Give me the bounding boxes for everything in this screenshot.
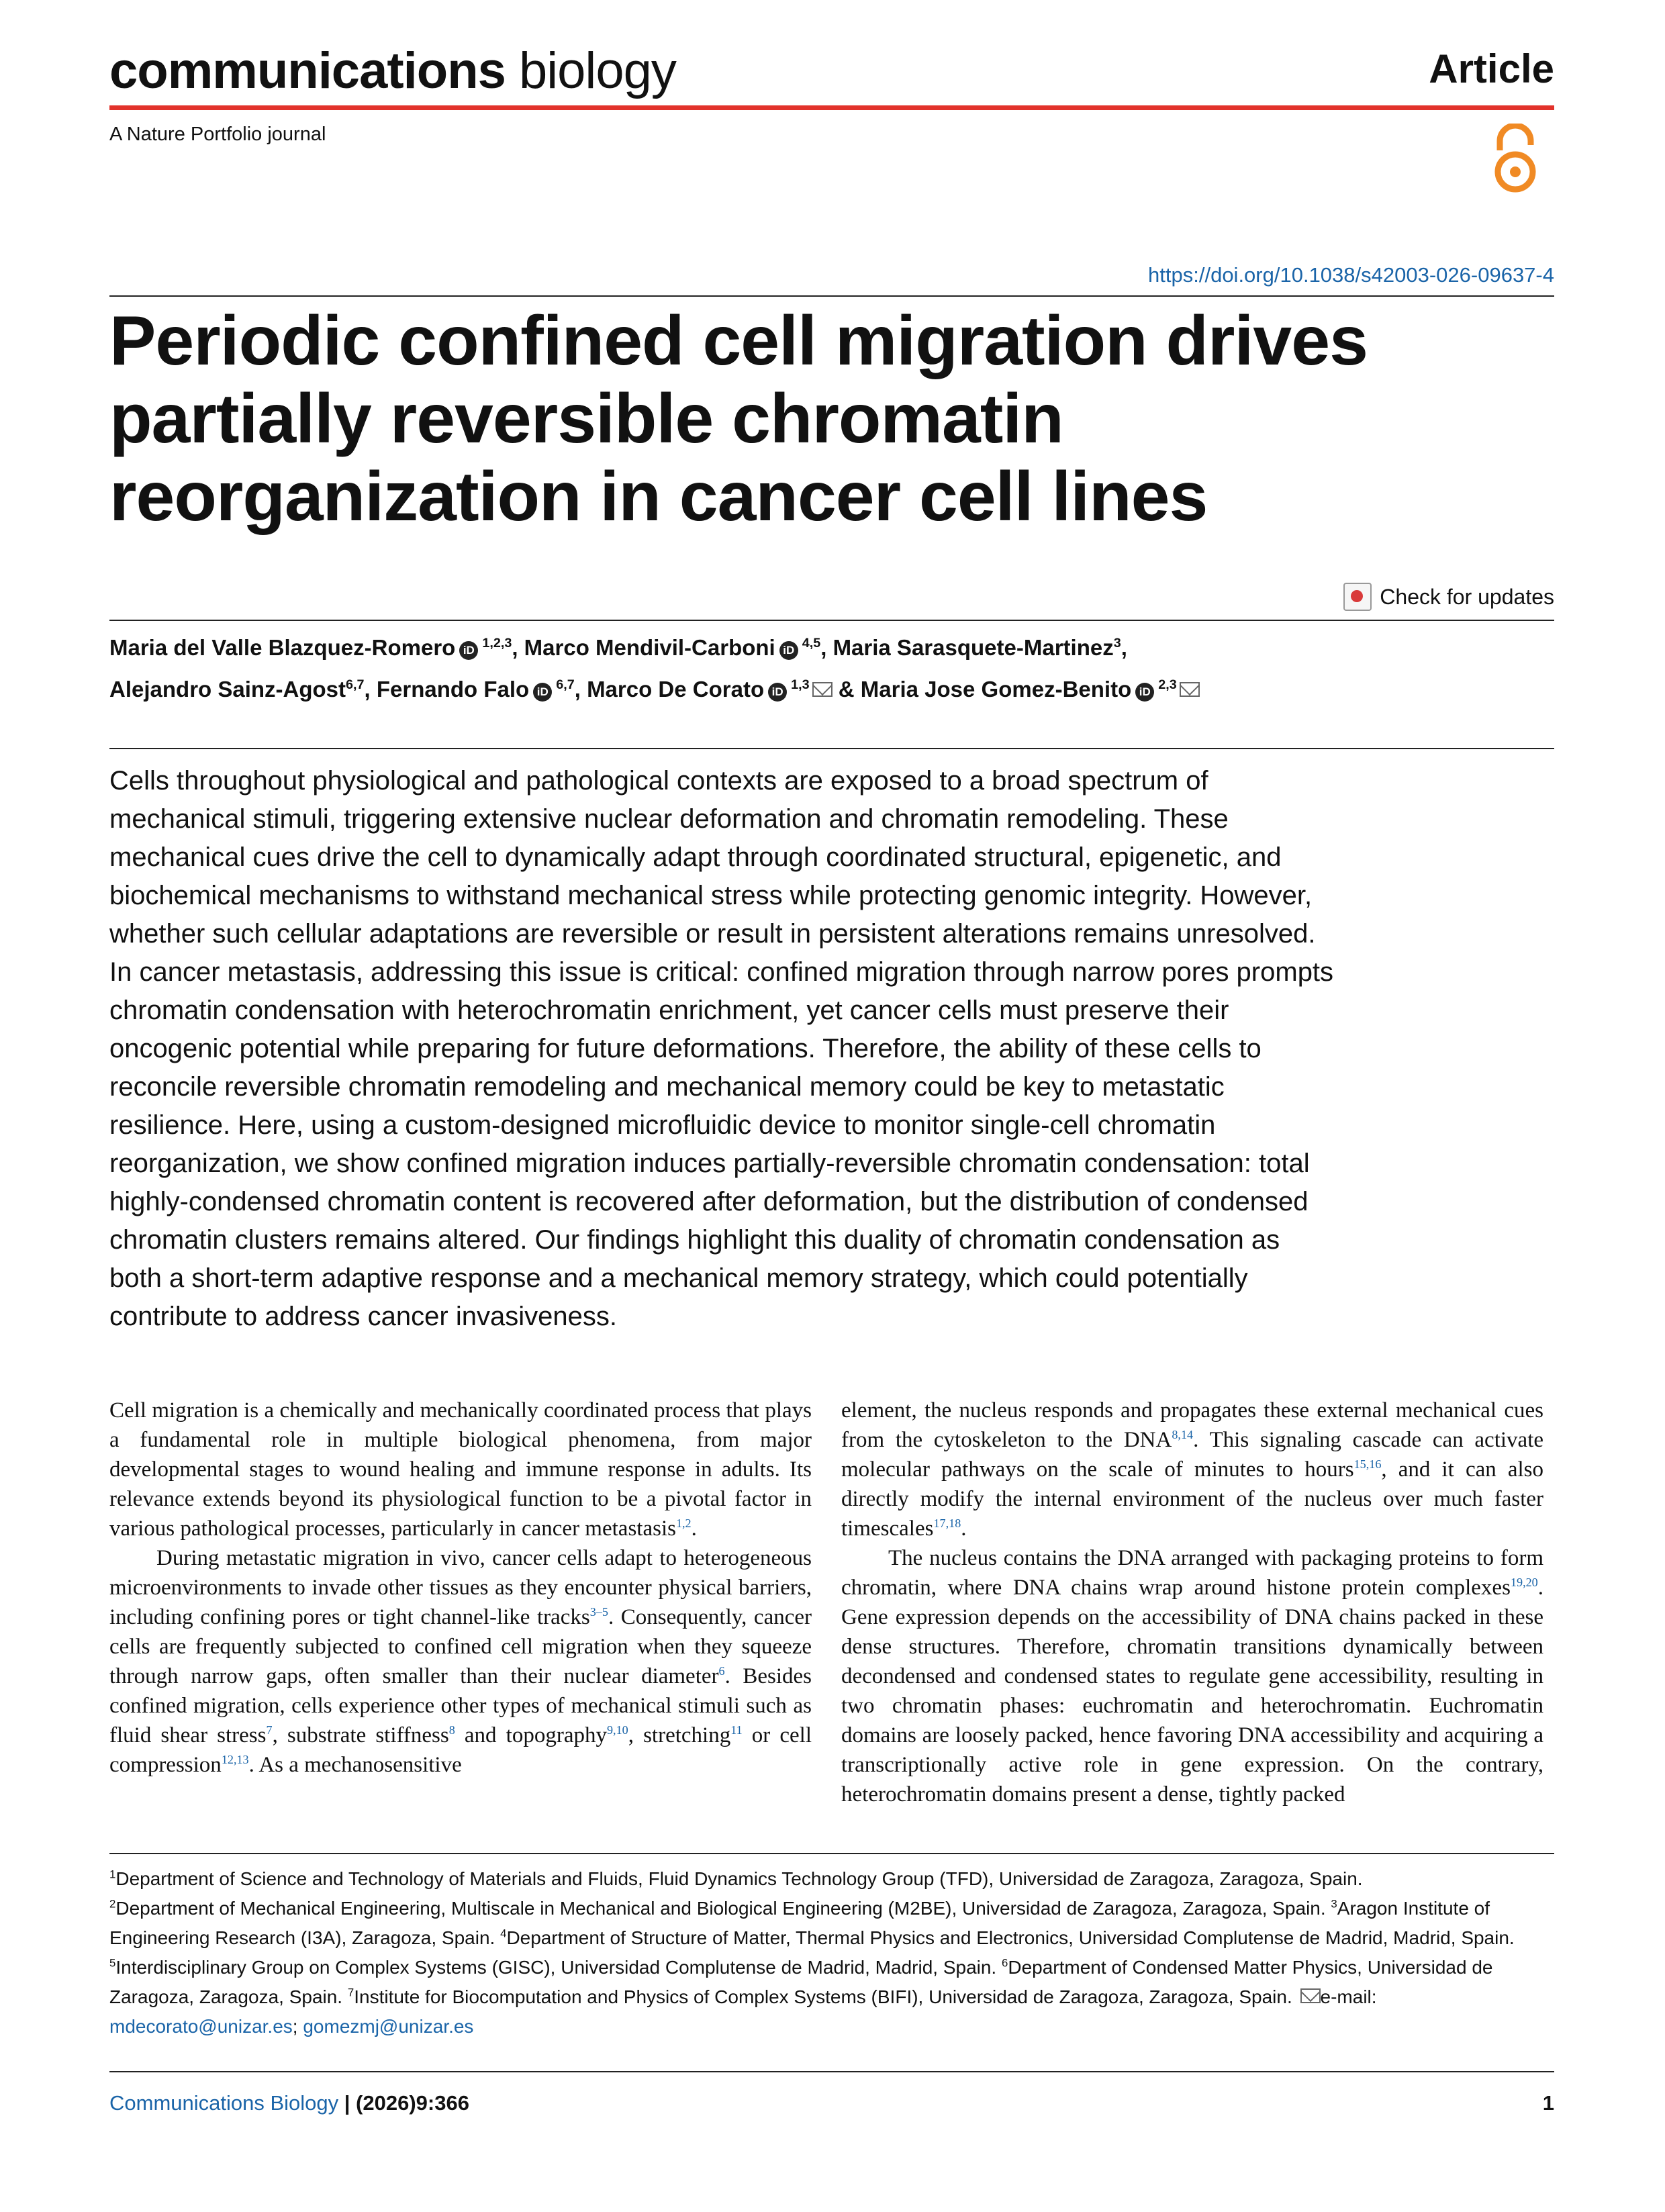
author-affiliation-sup: 6,7 [346,677,365,692]
body-text: . This signaling cascade can activate molecular pathways on the scale of minutes to hours [841,1428,1544,1482]
affiliation-text: Interdisciplinary Group on Complex Systems (GISC), Universidad Complutense de Madrid, Madrid, Spain. [115,1957,1002,1978]
citation-link[interactable]: 19,20 [1510,1576,1538,1589]
brand-bold: communications [109,42,506,99]
author-affiliation-sup: 6,7 [556,677,575,692]
author-name: Maria del Valle Blazquez-Romero [109,635,456,660]
affiliation-text: Aragon Institute of Engineering Research (I3A), Zaragoza, Spain. [109,1898,1490,1948]
header-rule [109,105,1554,110]
footer-rule [109,2071,1554,2072]
check-for-updates-label: Check for updates [1380,584,1554,609]
author-separator: , [574,677,587,702]
affiliation-number: 5 [109,1956,116,1970]
journal-tagline: A Nature Portfolio journal [109,124,326,145]
author-name: Maria Jose Gomez-Benito [860,677,1132,702]
author-affiliation-sup: 4,5 [802,636,821,651]
check-for-updates-icon [1343,583,1372,611]
orcid-icon[interactable]: iD [459,641,478,660]
citation-link[interactable]: 9,10 [606,1723,628,1737]
author-affiliation-sup: 3 [1113,636,1121,651]
affiliation-text: Institute for Biocomputation and Physics of Complex Systems (BIFI), Universidad de Zaragoza, Zaragoza, Spain. [354,1986,1298,2007]
affiliation-number: 7 [347,1986,354,1999]
brand-light: biology [519,42,676,99]
article-type: Article [1429,46,1554,91]
affiliation-text: Department of Science and Technology of Materials and Fluids, Fluid Dynamics Technology Group (TFD), Universidad de Zaragoza, Zaragoza, Spain. [115,1868,1363,1889]
body-text: , stretching [628,1723,731,1747]
email-link[interactable]: gomezmj@unizar.es [303,2016,474,2037]
affiliation-number: 2 [109,1897,116,1911]
authors-top-rule [109,620,1554,621]
doi-rule [109,295,1554,297]
body-text: . Consequently, cancer cells are frequently subjected to confined cell migration when they squeeze through narrow gaps, often smaller than their nuclear diameter [109,1605,812,1688]
email-icon[interactable] [1300,1988,1321,2003]
citation-link[interactable]: 6 [718,1664,725,1678]
author-name: Maria Sarasquete-Martinez [832,635,1114,660]
body-text: . Besides confined migration, cells experience other types of mechanical stimuli such as fluid shear stress [109,1664,812,1747]
author-affiliation-sup: 1,2,3 [482,636,512,651]
body-text: element, the nucleus responds and propagates these external mechanical cues from the cytoskeleton to the DNA [841,1398,1543,1452]
paragraph [109,1396,812,1543]
orcid-icon[interactable]: iD [533,683,552,702]
affiliation-number: 3 [1331,1897,1337,1911]
email-icon[interactable] [812,682,832,697]
body-text: . As a mechanosensitive [248,1753,462,1777]
author-name: Alejandro Sainz-Agost [109,677,346,702]
body-text: Cell migration is a chemically and mechanically coordinated process that plays a fundamental role in multiple biological phenomena, from major developmental stages to wound healing and immune response in adults. Its relevance extends beyond its physiological function to be a pivotal factor in various pathological processes, particularly in cancer metastasis [109,1398,812,1541]
body-text: and topography [455,1723,607,1747]
paragraph [109,1543,812,1780]
check-for-updates-button[interactable] [1343,583,1554,611]
citation-link[interactable]: 8 [448,1723,455,1737]
orcid-icon[interactable]: iD [768,683,787,702]
author-name: Marco Mendivil-Carboni [524,635,775,660]
author-list [109,627,1553,710]
affiliations [109,1864,1553,2041]
orcid-icon[interactable]: iD [779,641,798,660]
body-text: . [691,1517,697,1541]
citation-link[interactable]: 15,16 [1353,1457,1382,1471]
body-text: During metastatic migration in vivo, cancer cells adapt to heterogeneous microenvironments to invade other tissues as they encounter physical barriers, including confining pores or tight channel-like tracks [109,1546,812,1629]
email-separator: ; [292,2016,303,2037]
footer-citation [109,2091,469,2115]
body-text: or cell compression [109,1723,812,1777]
paragraph [841,1396,1543,1543]
open-access-icon[interactable] [1492,124,1539,193]
citation-link[interactable]: 1,2 [675,1517,692,1530]
abstract: Cells throughout physiological and pathological contexts are exposed to a broad spectrum of mechanical stimuli, triggering extensive nuclear deformation and chromatin remodeling. These mechanical cues drive the cell to dynamically adapt through coordinated structural, epigenetic, and biochemical mechanisms to withstand mechanical stress while protecting genomic integrity. However, whether such cellular adaptations are reversible or result in persistent alterations remains unresolved. In cancer metastasis, addressing this issue is critical: confined migration through narrow pores prompts chromatin condensation with heterochromatin enrichment, yet cancer cells must preserve their oncogenic potential while preparing for future deformations. Therefore, the ability of these cells to reconcile reversible chromatin remodeling and mechanical memory could be key to metastatic resilience. Here, using a custom-designed microfluidic device to monitor single-cell chromatin reorganization, we show confined migration induces partially-reversible chromatin condensation: total highly-condensed chromatin content is recovered after deformation, but the distribution of condensed chromatin clusters remains altered. Our findings highlight this duality of chromatin condensation as both a short-term adaptive response and a mechanical memory strategy, which could potentially contribute to address cancer invasiveness. [109,766,1334,1331]
body-text: , substrate stiffness [272,1723,449,1747]
body-column-left [109,1396,812,1780]
affiliation-number: 1 [109,1868,116,1881]
author-separator: , [364,677,377,702]
citation-link[interactable]: 11 [730,1723,743,1737]
email-label: e-mail: [1320,1986,1377,2007]
page-number: 1 [1542,2091,1554,2115]
journal-brand [109,42,676,100]
citation-link[interactable]: 7 [266,1723,273,1737]
author-separator: & [832,677,861,702]
paragraph [841,1543,1543,1809]
author-name: Marco De Corato [587,677,765,702]
author-separator: , [512,635,524,660]
doi-link[interactable]: https://doi.org/10.1038/s42003-026-09637-4 [1148,263,1554,287]
author-affiliation-sup: 1,3 [791,677,810,692]
citation-link[interactable]: 17,18 [933,1517,961,1530]
affiliation-text: Department of Condensed Matter Physics, Universidad de Zaragoza, Zaragoza, Spain. [109,1957,1493,2007]
footer-journal-link[interactable]: Communications Biology [109,2091,339,2115]
author-separator: , [820,635,833,660]
author-separator: , [1121,635,1127,660]
affiliation-text: Department of Mechanical Engineering, Multiscale in Mechanical and Biological Engineering (M2BE), Universidad de Zaragoza, Zaragoza, Spain. [115,1898,1331,1919]
citation-link[interactable]: 3–5 [589,1605,608,1619]
footer-citation-text: | (2026)9:366 [338,2091,469,2115]
body-text: , and it can also directly modify the internal environment of the nucleus over much faster timescales [841,1457,1543,1541]
affiliations-rule [109,1853,1554,1854]
email-icon[interactable] [1180,682,1200,697]
body-column-right [841,1396,1543,1809]
body-text: . [961,1517,967,1541]
affiliation-number: 6 [1002,1956,1008,1970]
author-affiliation-sup: 2,3 [1158,677,1177,692]
citation-link[interactable]: 8,14 [1172,1428,1194,1441]
email-link[interactable]: mdecorato@unizar.es [109,2016,293,2037]
abstract-top-rule [109,748,1554,749]
article-title: Periodic confined cell migration drives partially reversible chromatin reorganization in cancer cell lines [109,302,1368,536]
citation-link[interactable]: 12,13 [221,1753,249,1766]
affiliation-text: Department of Structure of Matter, Thermal Physics and Electronics, Universidad Complutense de Madrid, Madrid, Spain. [506,1927,1515,1948]
author-name: Fernando Falo [376,677,530,702]
body-text: . Gene expression depends on the accessibility of DNA chains packed in these dense structures. Therefore, chromatin transitions dynamically between decondensed and condensed states to regulate gene accessibility, resulting in two chromatin phases: euchromatin and heterochromatin. Euchromatin domains are loosely packed, hence favoring DNA accessibility and acquiring a transcriptionally active role in gene expression. On the contrary, heterochromatin domains present a dense, tightly packed [841,1576,1543,1807]
body-text: The nucleus contains the DNA arranged with packaging proteins to form chromatin, where DNA chains wrap around histone protein complexes [841,1546,1543,1600]
orcid-icon[interactable]: iD [1135,683,1154,702]
affiliation-number: 4 [500,1927,507,1940]
